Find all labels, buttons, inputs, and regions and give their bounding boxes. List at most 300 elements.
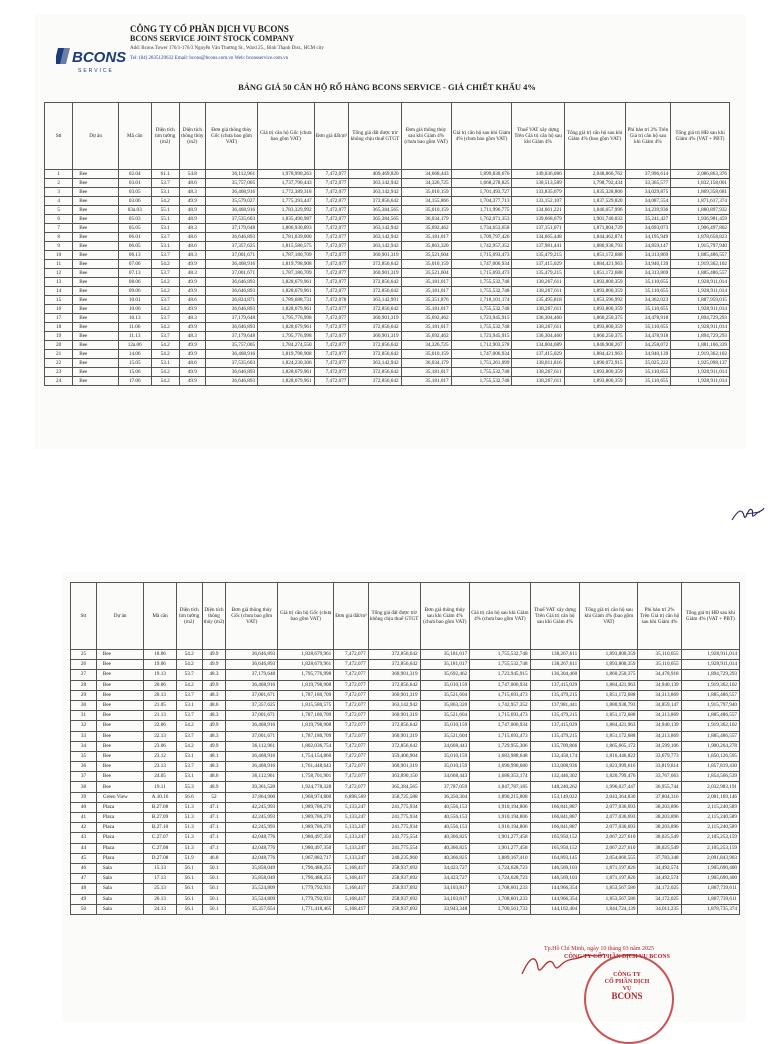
cell-du-an: Bee: [96, 751, 143, 761]
cell-tong-gia-dat: 363,142,942: [349, 179, 401, 188]
cell-don-gia-dat: 7,472,077: [334, 762, 369, 772]
cell-stt: 18: [45, 323, 73, 332]
column-header-don-gia-goc: Đơn giá thông thủy Gốc (chưa bao gồm VAT): [226, 583, 278, 650]
cell-ma-can: 23.06: [144, 741, 176, 751]
cell-du-an: Plaza: [96, 823, 143, 833]
cell-tong-gia-dat: 258,937,692: [368, 904, 420, 914]
cell-gia-tri-giam: 1,910,194,806: [470, 823, 530, 833]
cell-tong-gia-tri-hd: 2,115,240,589: [681, 802, 739, 812]
cell-du-an: Plaza: [96, 802, 143, 812]
cell-dien-tich-tim-tuong: 51.3: [176, 813, 202, 823]
cell-don-gia-giam: 35,692,462: [401, 314, 451, 323]
cell-dien-tich-tim-tuong: 53.1: [151, 224, 179, 233]
table-row: [45, 305, 730, 314]
cell-stt: 17: [45, 314, 73, 323]
cell-thue-vat: 137,415,029: [512, 350, 564, 359]
cell-du-an: Sala: [96, 894, 143, 904]
cell-don-gia-goc: 37,179,648: [226, 670, 278, 680]
cell-stt: 38: [71, 782, 97, 792]
cell-du-an: Bee: [73, 233, 119, 242]
cell-gia-tri-goc: 1,737,790,443: [258, 179, 315, 188]
cell-gia-tri-goc: 1,787,180,709: [278, 711, 334, 721]
cell-ma-can: 19.11: [144, 782, 176, 792]
cell-dien-tich-tim-tuong: 53.1: [151, 242, 179, 251]
cell-phi-bao-tri: 35,025,222: [625, 359, 671, 368]
table-row: [71, 762, 740, 772]
table-row: [45, 350, 730, 359]
cell-stt: 6: [45, 215, 73, 224]
cell-stt: 13: [45, 278, 73, 287]
cell-dien-tich-thong-thuy: 48.3: [202, 711, 226, 721]
cell-gia-tri-goc: 1,828,679,961: [258, 278, 315, 287]
cell-dien-tich-tim-tuong: 54.2: [151, 287, 179, 296]
cell-ma-can: 05.03: [118, 215, 151, 224]
cell-don-gia-giam: 34,326,725: [401, 341, 451, 350]
cell-du-an: Bee: [96, 782, 143, 792]
cell-dien-tich-thong-thuy: 52: [202, 792, 226, 802]
cell-tong-gia-tri-hd: 1,928,911,014: [681, 650, 739, 660]
cell-du-an: Sala: [96, 904, 143, 914]
cell-tong-gia-dat: 372,856,642: [349, 287, 401, 296]
cell-dien-tich-tim-tuong: 53.7: [176, 731, 202, 741]
cell-don-gia-goc: 36,112,961: [226, 772, 278, 782]
cell-phi-bao-tri: 34,859,147: [638, 700, 681, 710]
table-row: [45, 251, 730, 260]
cell-ma-can: C.27.08: [144, 843, 176, 853]
cell-thue-vat: 135,479,215: [530, 711, 580, 721]
cell-thue-vat: 134,665,448: [512, 233, 564, 242]
logo-sub: SERVICE: [78, 68, 114, 74]
cell-du-an: Bee: [96, 731, 143, 741]
cell-phi-bao-tri: 35,110,655: [625, 278, 671, 287]
cell-gia-tri-giam: 1,742,957,352: [451, 242, 512, 251]
table-row: [45, 368, 730, 377]
cell-tong-gia-tri-hd: 1,928,911,014: [671, 323, 730, 332]
cell-dien-tich-tim-tuong: 53.7: [151, 269, 179, 278]
cell-dien-tich-thong-thuy: 49.9: [202, 660, 226, 670]
cell-ma-can: 08.06: [118, 278, 151, 287]
cell-phi-bao-tri: 35,110,655: [625, 305, 671, 314]
cell-dien-tich-thong-thuy: 48.3: [179, 224, 205, 233]
cell-tong-gia-tri-can-ho: 1,871,197,826: [580, 874, 638, 884]
table-row: [45, 332, 730, 341]
cell-ma-can: 24.05: [144, 772, 176, 782]
cell-thue-vat: 138,267,611: [530, 650, 580, 660]
column-header-ma-can: Mã căn: [118, 103, 151, 170]
cell-tong-gia-tri-can-ho: 2,043,364,830: [580, 792, 638, 802]
cell-gia-tri-goc: 1,781,039,000: [258, 233, 315, 242]
table-row: [45, 224, 730, 233]
cell-gia-tri-goc: 1,819,798,908: [278, 680, 334, 690]
cell-stt: 11: [45, 260, 73, 269]
cell-tong-gia-tri-can-ho: 1,846,657,996: [564, 206, 625, 215]
cell-tong-gia-tri-can-ho: 1,871,804,729: [564, 224, 625, 233]
cell-thue-vat: 165,950,152: [530, 843, 580, 853]
cell-stt: 19: [45, 332, 73, 341]
cell-du-an: Bee: [96, 660, 143, 670]
document-title: BẢNG GIÁ 50 CĂN HỘ RỔ HÀNG BCONS SERVICE - GIÁ CHIẾT KHẤU 4%: [238, 82, 536, 92]
cell-stt: 37: [71, 772, 97, 782]
cell-gia-tri-giam: 1,723,945,915: [470, 670, 530, 680]
cell-ma-can: 19.06: [144, 660, 176, 670]
cell-stt: 36: [71, 762, 97, 772]
cell-dien-tich-thong-thuy: 47.1: [202, 813, 226, 823]
cell-tong-gia-tri-hd: 1,925,098,137: [671, 359, 730, 368]
cell-tong-gia-tri-hd: 1,928,911,014: [671, 278, 730, 287]
cell-stt: 44: [71, 843, 97, 853]
cell-tong-gia-tri-hd: 1,871,617,374: [671, 197, 730, 206]
cell-phi-bao-tri: 34,940,139: [625, 260, 671, 269]
cell-thue-vat: 146,569,103: [530, 874, 580, 884]
cell-tong-gia-tri-can-ho: 1,844,724,139: [580, 904, 638, 914]
cell-tong-gia-tri-can-ho: 1,880,938,793: [564, 242, 625, 251]
cell-don-gia-giam: 35,521,604: [420, 711, 470, 721]
cell-stt: 8: [45, 233, 73, 242]
cell-don-gia-goc: 37,179,648: [205, 314, 257, 323]
cell-don-gia-giam: 35,181,017: [420, 660, 470, 670]
cell-tong-gia-tri-hd: 1,928,911,014: [671, 377, 730, 386]
cell-thue-vat: 144,162,404: [530, 904, 580, 914]
cell-stt: 25: [71, 650, 97, 660]
cell-don-gia-giam: 35,181,017: [401, 278, 451, 287]
cell-don-gia-dat: 7,472,077: [334, 670, 369, 680]
table-row: [45, 215, 730, 224]
cell-tong-gia-tri-hd: 1,919,362,102: [681, 721, 739, 731]
cell-dien-tich-thong-thuy: 49.9: [179, 278, 205, 287]
cell-stt: 12: [45, 269, 73, 278]
cell-dien-tich-thong-thuy: 48.3: [179, 332, 205, 341]
cell-dien-tich-tim-tuong: 53.1: [151, 359, 179, 368]
cell-gia-tri-giam: 1,847,787,185: [470, 782, 530, 792]
column-header-don-gia-goc: Đơn giá thông thủy Gốc (chưa bao gồm VAT): [205, 103, 257, 170]
cell-dien-tich-thong-thuy: 49.9: [179, 197, 205, 206]
cell-du-an: Bee: [96, 762, 143, 772]
cell-don-gia-giam: 34,668,443: [420, 772, 470, 782]
cell-ma-can: 17.13: [144, 874, 176, 884]
cell-gia-tri-giam: 1,668,278,825: [451, 179, 512, 188]
cell-don-gia-giam: 35,181,017: [401, 323, 451, 332]
cell-gia-tri-giam: 1,683,988,648: [470, 751, 530, 761]
cell-tong-gia-tri-hd: 1,857,819,430: [681, 762, 739, 772]
cell-dien-tich-thong-thuy: 48.3: [179, 188, 205, 197]
cell-phi-bao-tri: 34,313,869: [638, 711, 681, 721]
cell-don-gia-goc: 35,757,005: [205, 179, 257, 188]
cell-thue-vat: 138,267,611: [512, 323, 564, 332]
cell-dien-tich-tim-tuong: 53.7: [151, 296, 179, 305]
cell-tong-gia-dat: 240,235,960: [368, 853, 420, 863]
cell-gia-tri-giam: 1,729,955,306: [470, 741, 530, 751]
cell-don-gia-giam: 40,366,825: [420, 843, 470, 853]
table-row: [71, 853, 740, 863]
cell-tong-gia-tri-hd: 1,878,735,374: [681, 904, 739, 914]
cell-tong-gia-tri-can-ho: 1,893,800,359: [564, 377, 625, 386]
cell-phi-bao-tri: 34,492,574: [638, 874, 681, 884]
cell-gia-tri-giam: 1,723,945,915: [451, 332, 512, 341]
cell-don-gia-dat: 7,472,077: [314, 368, 349, 377]
table-row: [45, 170, 730, 179]
cell-tong-gia-tri-can-ho: 1,835,328,806: [564, 188, 625, 197]
cell-tong-gia-dat: 363,142,942: [349, 224, 401, 233]
cell-phi-bao-tri: 34,313,869: [625, 251, 671, 260]
cell-stt: 10: [45, 251, 73, 260]
cell-phi-bao-tri: 34,478,918: [625, 332, 671, 341]
cell-dien-tich-thong-thuy: 48.3: [202, 690, 226, 700]
cell-gia-tri-giam: 1,724,628,723: [470, 863, 530, 873]
cell-gia-tri-goc: 1,783,329,992: [258, 206, 315, 215]
cell-ma-can: 22.06: [144, 721, 176, 731]
cell-tong-gia-dat: 360,901,319: [349, 332, 401, 341]
cell-dien-tich-thong-thuy: 50.1: [202, 884, 226, 894]
cell-du-an: Bee: [96, 711, 143, 721]
cell-du-an: Bee: [73, 224, 119, 233]
cell-tong-gia-tri-hd: 1,878,658,823: [671, 233, 730, 242]
cell-gia-tri-goc: 1,924,778,328: [278, 782, 334, 792]
cell-don-gia-goc: 36,468,916: [226, 751, 278, 761]
cell-phi-bao-tri: 34,478,918: [625, 314, 671, 323]
cell-thue-vat: 166,841,887: [530, 823, 580, 833]
table-row: [45, 179, 730, 188]
cell-ma-can: 02.04: [118, 170, 151, 179]
cell-phi-bao-tri: 34,859,147: [625, 242, 671, 251]
cell-tong-gia-tri-can-ho: 2,077,036,693: [580, 813, 638, 823]
cell-dien-tich-tim-tuong: 51.3: [176, 802, 202, 812]
cell-dien-tich-thong-thuy: 49.9: [202, 650, 226, 660]
cell-stt: 48: [71, 884, 97, 894]
company-contact: Tel: (84) 2835129632 Email: bcons@bcons.com.vn Web: bconsservice.com.vn: [130, 56, 289, 61]
cell-tong-gia-tri-can-ho: 2,077,036,693: [580, 823, 638, 833]
cell-gia-tri-goc: 1,968,974,800: [278, 792, 334, 802]
cell-tong-gia-tri-can-ho: 2,054,060,555: [580, 853, 638, 863]
cell-thue-vat: 136,304,460: [512, 332, 564, 341]
cell-don-gia-goc: 36,646,893: [205, 368, 257, 377]
cell-dien-tich-tim-tuong: 54.2: [151, 278, 179, 287]
table-row: [45, 233, 730, 242]
cell-gia-tri-giam: 1,700,561,733: [470, 904, 530, 914]
cell-thue-vat: 133,152,107: [512, 197, 564, 206]
cell-phi-bao-tri: 34,172,025: [638, 894, 681, 904]
cell-thue-vat: 133,835,079: [512, 188, 564, 197]
cell-gia-tri-goc: 1,772,389,318: [258, 188, 315, 197]
cell-gia-tri-goc: 1,978,990,263: [258, 170, 315, 179]
column-header-dien-tich-thong-thuy: Diện tích thông thủy (m2): [179, 103, 205, 170]
cell-don-gia-dat: 7,472,077: [334, 660, 369, 670]
seal-line-1: CÔNG TY: [613, 972, 641, 978]
cell-tong-gia-tri-hd: 1,832,158,001: [671, 179, 730, 188]
cell-tong-gia-tri-hd: 1,880,897,932: [671, 206, 730, 215]
cell-thue-vat: 134,004,689: [512, 341, 564, 350]
cell-du-an: Bee: [73, 188, 119, 197]
cell-don-gia-giam: 35,521,604: [401, 269, 451, 278]
cell-thue-vat: 137,151,071: [512, 224, 564, 233]
cell-ma-can: 22.13: [144, 731, 176, 741]
cell-dien-tich-tim-tuong: 56.1: [176, 894, 202, 904]
cell-thue-vat: 136,304,460: [530, 670, 580, 680]
cell-don-gia-dat: 7,472,077: [314, 179, 349, 188]
cell-tong-gia-tri-can-ho: 1,871,197,826: [580, 863, 638, 873]
cell-du-an: Sala: [96, 884, 143, 894]
cell-tong-gia-tri-hd: 1,915,797,940: [681, 700, 739, 710]
cell-dien-tich-tim-tuong: 53.7: [176, 762, 202, 772]
cell-don-gia-goc: 36,468,916: [205, 188, 257, 197]
cell-don-gia-giam: 34,103,817: [420, 894, 470, 904]
cell-stt: 31: [71, 711, 97, 721]
cell-phi-bao-tri: 35,110,655: [638, 660, 681, 670]
cell-don-gia-dat: 7,472,077: [314, 224, 349, 233]
cell-don-gia-giam: 40,556,153: [420, 823, 470, 833]
cell-dien-tich-thong-thuy: 49.9: [179, 350, 205, 359]
cell-stt: 45: [71, 853, 97, 863]
cell-tong-gia-dat: 372,856,642: [349, 377, 401, 386]
cell-ma-can: 17.06: [118, 377, 151, 386]
cell-phi-bao-tri: 34,478,918: [638, 670, 681, 680]
cell-don-gia-dat: 5,168,417: [334, 904, 369, 914]
cell-dien-tich-thong-thuy: 50.1: [202, 904, 226, 914]
cell-tong-gia-dat: 363,142,942: [349, 188, 401, 197]
cell-don-gia-dat: 7,472,077: [314, 251, 349, 260]
table-row: [71, 711, 740, 721]
cell-gia-tri-giam: 1,708,601,233: [470, 884, 530, 894]
cell-thue-vat: 135,495,818: [512, 296, 564, 305]
cell-dien-tich-tim-tuong: 56.1: [176, 863, 202, 873]
cell-phi-bao-tri: 34,940,139: [638, 680, 681, 690]
cell-stt: 42: [71, 823, 97, 833]
cell-thue-vat: 148,240,262: [530, 782, 580, 792]
cell-gia-tri-goc: 1,835,490,987: [258, 215, 315, 224]
cell-dien-tich-tim-tuong: 56.1: [176, 904, 202, 914]
cell-dien-tich-thong-thuy: 49.9: [179, 305, 205, 314]
cell-dien-tich-tim-tuong: 53.7: [176, 711, 202, 721]
cell-gia-tri-giam: 1,755,532,748: [451, 305, 512, 314]
cell-gia-tri-giam: 1,755,532,748: [451, 287, 512, 296]
cell-ma-can: 07.06: [118, 260, 151, 269]
cell-ma-can: B.27.09: [144, 813, 176, 823]
cell-dien-tich-tim-tuong: 51.9: [176, 853, 202, 863]
cell-tong-gia-tri-hd: 2,032,983,191: [681, 782, 739, 792]
cell-dien-tich-thong-thuy: 48.3: [179, 314, 205, 323]
cell-don-gia-dat: 7,472,077: [314, 188, 349, 197]
cell-dien-tich-tim-tuong: 56.1: [176, 874, 202, 884]
cell-du-an: Bee: [73, 179, 119, 188]
table-row: [71, 843, 740, 853]
cell-thue-vat: 144,966,354: [530, 894, 580, 904]
cell-tong-gia-tri-hd: 1,894,729,293: [671, 314, 730, 323]
cell-don-gia-dat: 7,472,077: [334, 782, 369, 792]
cell-dien-tich-tim-tuong: 54.2: [176, 721, 202, 731]
cell-tong-gia-tri-can-ho: 1,893,800,359: [564, 278, 625, 287]
table-row: [71, 823, 740, 833]
cell-tong-gia-tri-hd: 1,869,358,681: [671, 188, 730, 197]
column-header-tong-gia-tri-can-ho: Tổng giá trị căn hộ sau khi Giảm 4% (bao gồm VAT): [580, 583, 638, 650]
cell-dien-tich-tim-tuong: 53.7: [176, 670, 202, 680]
cell-dien-tich-thong-thuy: 48.6: [179, 179, 205, 188]
cell-gia-tri-giam: 1,742,957,352: [470, 700, 530, 710]
cell-dien-tich-tim-tuong: 55.1: [151, 215, 179, 224]
cell-stt: 14: [45, 287, 73, 296]
cell-gia-tri-goc: 1,980,497,350: [278, 833, 334, 843]
cell-dien-tich-thong-thuy: 48.6: [179, 233, 205, 242]
cell-du-an: Bee: [73, 350, 119, 359]
cell-don-gia-giam: 35,692,462: [401, 224, 451, 233]
handwritten-signature-icon: [518, 950, 608, 980]
table-row: [45, 296, 730, 305]
cell-ma-can: B.27.10: [144, 823, 176, 833]
table-row: [71, 802, 740, 812]
cell-tong-gia-tri-can-ho: 1,893,800,359: [564, 287, 625, 296]
cell-don-gia-goc: 36,468,916: [205, 206, 257, 215]
cell-don-gia-giam: 35,181,017: [401, 377, 451, 386]
cell-ma-can: 11.06: [118, 323, 151, 332]
column-header-don-gia-giam: Đơn giá thông thủy sau khi Giảm 4% (chưa bao gồm VAT): [420, 583, 470, 650]
cell-stt: 22: [45, 359, 73, 368]
column-header-phi-bao-tri: Phí bảo trì 2% Trên Giá trị căn hộ sau khi Giảm 4%: [638, 583, 681, 650]
cell-tong-gia-dat: 363,142,991: [349, 296, 401, 305]
column-header-gia-tri-giam: Giá trị căn hộ sau khi Giảm 4% (chưa bao gồm VAT): [451, 103, 512, 170]
cell-gia-tri-giam: 1,718,101,174: [451, 296, 512, 305]
cell-ma-can: 20.13: [144, 690, 176, 700]
cell-don-gia-goc: 35,757,005: [205, 341, 257, 350]
cell-tong-gia-dat: 365,384,565: [349, 215, 401, 224]
cell-gia-tri-goc: 1,828,679,961: [278, 650, 334, 660]
cell-thue-vat: 138,267,611: [512, 287, 564, 296]
cell-don-gia-dat: 7,472,077: [314, 269, 349, 278]
cell-tong-gia-tri-can-ho: 1,853,596,992: [564, 296, 625, 305]
cell-phi-bao-tri: 34,362,023: [625, 296, 671, 305]
cell-tong-gia-dat: 363,142,942: [349, 242, 401, 251]
cell-gia-tri-goc: 1,795,776,998: [258, 332, 315, 341]
cell-gia-tri-giam: 1,755,532,748: [470, 650, 530, 660]
cell-tong-gia-tri-hd: 1,894,729,293: [681, 670, 739, 680]
cell-don-gia-dat: 7,472,077: [314, 197, 349, 206]
column-header-gia-tri-goc: Giá trị căn hộ Gốc (chưa bao gồm VAT): [278, 583, 334, 650]
cell-dien-tich-thong-thuy: 49.9: [179, 341, 205, 350]
cell-du-an: Bee: [73, 242, 119, 251]
cell-stt: 2: [45, 179, 73, 188]
cell-don-gia-dat: 5,133,247: [334, 813, 369, 823]
cell-dien-tich-thong-thuy: 50.1: [202, 874, 226, 884]
table-row: [71, 772, 740, 782]
cell-don-gia-goc: 36,468,916: [205, 260, 257, 269]
cell-don-gia-giam: 35,181,017: [401, 287, 451, 296]
cell-don-gia-goc: 36,646,893: [205, 278, 257, 287]
cell-ma-can: 21.05: [144, 700, 176, 710]
cell-tong-gia-tri-hd: 2,115,240,589: [681, 823, 739, 833]
cell-ma-can: 25.13: [144, 884, 176, 894]
cell-thue-vat: 137,415,029: [530, 721, 580, 731]
cell-phi-bao-tri: 37,804,316: [638, 792, 681, 802]
cell-tong-gia-dat: 360,901,319: [368, 731, 420, 741]
cell-don-gia-goc: 36,468,916: [226, 680, 278, 690]
cell-tong-gia-dat: 372,856,642: [349, 260, 401, 269]
cell-tong-gia-dat: 409,469,820: [349, 170, 401, 179]
cell-dien-tich-tim-tuong: 51.3: [176, 843, 202, 853]
cell-don-gia-giam: 35,181,017: [420, 650, 470, 660]
cell-tong-gia-dat: 241,775,934: [368, 802, 420, 812]
cell-phi-bao-tri: 38,203,896: [638, 823, 681, 833]
cell-du-an: Bee: [73, 377, 119, 386]
cell-dien-tich-thong-thuy: 48.9: [202, 782, 226, 792]
cell-dien-tich-tim-tuong: 54.2: [151, 323, 179, 332]
cell-dien-tich-thong-thuy: 48.3: [202, 670, 226, 680]
cell-ma-can: 24.13: [144, 904, 176, 914]
cell-gia-tri-giam: 1,755,532,748: [470, 660, 530, 670]
cell-stt: 24: [45, 377, 73, 386]
cell-tong-gia-tri-hd: 1,894,729,293: [671, 332, 730, 341]
cell-du-an: Bee: [73, 368, 119, 377]
cell-tong-gia-dat: 360,901,319: [349, 269, 401, 278]
cell-don-gia-goc: 36,646,893: [205, 287, 257, 296]
cell-dien-tich-tim-tuong: 53.7: [151, 332, 179, 341]
cell-dien-tich-tim-tuong: 54.2: [151, 341, 179, 350]
